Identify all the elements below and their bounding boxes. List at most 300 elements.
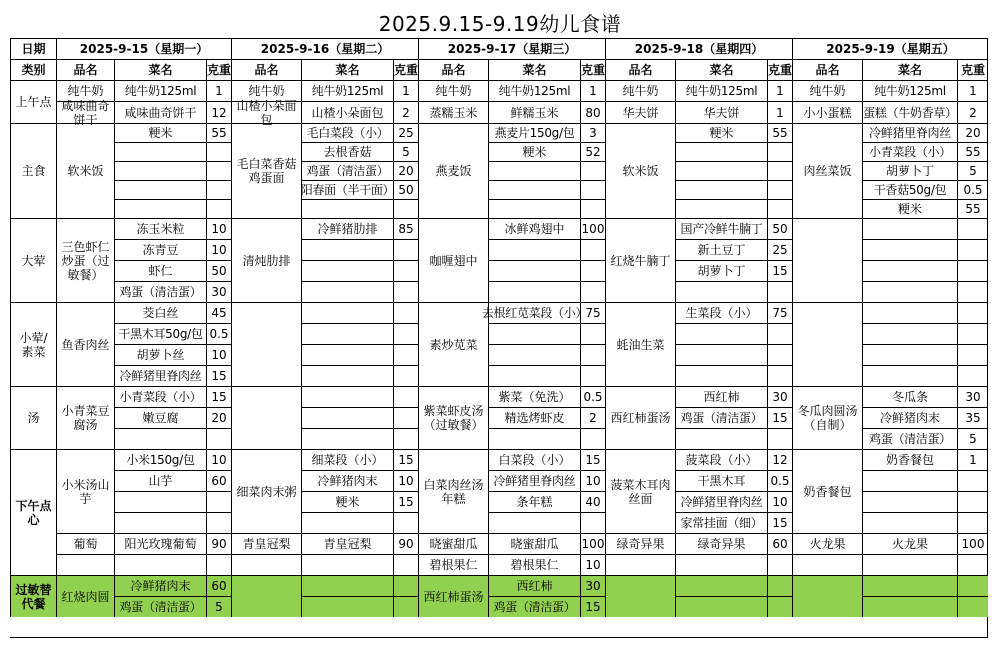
item-weight: 1 xyxy=(580,80,605,101)
item-name: 冬瓜条 xyxy=(862,386,957,407)
weight-header: 克重 xyxy=(206,59,231,80)
item-name: 嫩豆腐 xyxy=(114,407,206,428)
item-name: 绿奇异果 xyxy=(675,533,767,554)
item-weight xyxy=(393,575,418,596)
item-weight: 25 xyxy=(393,123,418,142)
item-weight: 30 xyxy=(206,281,231,302)
item-name: 虾仁 xyxy=(114,260,206,281)
item-name xyxy=(301,407,393,428)
item-weight xyxy=(206,428,231,449)
item-name: 毛白菜段（小） xyxy=(301,123,393,142)
dish-name-header: 品名 xyxy=(56,59,114,80)
item-weight: 1 xyxy=(957,80,988,101)
item-weight xyxy=(957,260,988,281)
dish-name xyxy=(792,218,862,302)
item-name xyxy=(675,554,767,575)
weight-header: 克重 xyxy=(393,59,418,80)
item-name xyxy=(675,575,767,596)
item-weight: 75 xyxy=(580,302,605,323)
item-weight: 15 xyxy=(393,491,418,512)
item-name xyxy=(862,323,957,344)
dish-name: 咸味曲奇饼干 xyxy=(56,101,114,123)
item-name xyxy=(114,199,206,218)
item-name xyxy=(675,428,767,449)
item-name: 燕麦片150g/包 xyxy=(488,123,580,142)
dish-name: 纯牛奶 xyxy=(418,80,488,101)
item-weight xyxy=(206,180,231,199)
item-weight: 15 xyxy=(206,386,231,407)
item-name: 冰鲜鸡翅中 xyxy=(488,218,580,239)
item-weight xyxy=(580,281,605,302)
item-weight: 100 xyxy=(580,218,605,239)
item-name: 鸡蛋（清洁蛋） xyxy=(675,407,767,428)
item-name: 家常挂面（细） xyxy=(675,512,767,533)
item-weight xyxy=(393,554,418,575)
item-name: 蛋糕（牛奶香草） xyxy=(862,101,957,123)
item-weight xyxy=(393,239,418,260)
item-weight: 0.5 xyxy=(206,323,231,344)
item-name xyxy=(675,161,767,180)
item-weight: 90 xyxy=(393,533,418,554)
dish-name: 蒸糯玉米 xyxy=(418,101,488,123)
dish-name: 青皇冠梨 xyxy=(231,533,301,554)
item-weight xyxy=(957,491,988,512)
dish-name: 红烧牛腩丁 xyxy=(605,218,675,302)
item-name: 西红柿 xyxy=(675,386,767,407)
item-name: 茭白丝 xyxy=(114,302,206,323)
item-weight xyxy=(393,281,418,302)
dish-name: 白菜肉丝汤年糕 xyxy=(418,449,488,533)
item-name: 阳春面（半干面） xyxy=(301,180,393,199)
category-label: 大荤 xyxy=(10,218,56,302)
dish-name-header: 品名 xyxy=(792,59,862,80)
item-name: 菠菜段（小） xyxy=(675,449,767,470)
item-weight: 20 xyxy=(393,161,418,180)
item-name-header: 菜名 xyxy=(675,59,767,80)
item-name xyxy=(488,512,580,533)
item-weight xyxy=(580,199,605,218)
item-name xyxy=(488,365,580,386)
item-weight xyxy=(767,428,792,449)
dish-name: 软米饭 xyxy=(605,123,675,218)
item-name xyxy=(114,142,206,161)
item-name-header: 菜名 xyxy=(301,59,393,80)
item-name xyxy=(862,554,957,575)
item-name xyxy=(301,575,393,596)
item-name: 纯牛奶125ml xyxy=(488,80,580,101)
item-name xyxy=(301,512,393,533)
item-name-header: 菜名 xyxy=(114,59,206,80)
item-weight: 0.5 xyxy=(957,180,988,199)
item-name: 西红柿 xyxy=(488,575,580,596)
dish-name: 咖喱翅中 xyxy=(418,218,488,302)
item-name: 生菜段（小） xyxy=(675,302,767,323)
item-weight: 0.5 xyxy=(767,470,792,491)
item-name: 鸡蛋（清洁蛋） xyxy=(114,281,206,302)
item-weight xyxy=(767,323,792,344)
category-label: 汤 xyxy=(10,386,56,449)
item-weight xyxy=(393,386,418,407)
item-name xyxy=(301,302,393,323)
dish-name: 奶香餐包 xyxy=(792,449,862,533)
item-weight: 60 xyxy=(767,533,792,554)
item-name: 冷鲜猪里脊肉丝 xyxy=(862,123,957,142)
dish-name: 纯牛奶 xyxy=(605,80,675,101)
item-weight: 5 xyxy=(957,161,988,180)
item-name xyxy=(301,199,393,218)
item-weight xyxy=(393,365,418,386)
day-header: 2025-9-15（星期一） xyxy=(56,38,231,59)
dish-name: 碧根果仁 xyxy=(418,554,488,575)
item-name: 小青菜段（小） xyxy=(114,386,206,407)
item-name: 山芋 xyxy=(114,470,206,491)
item-name: 胡萝卜丁 xyxy=(862,161,957,180)
item-name xyxy=(114,161,206,180)
item-name: 细菜段（小） xyxy=(301,449,393,470)
item-weight xyxy=(957,365,988,386)
dish-name: 纯牛奶 xyxy=(792,80,862,101)
category-label: 主食 xyxy=(10,123,56,218)
item-name xyxy=(488,344,580,365)
item-weight xyxy=(957,218,988,239)
item-name: 粳米 xyxy=(114,123,206,142)
item-name xyxy=(301,281,393,302)
item-weight xyxy=(767,142,792,161)
dish-name-header: 品名 xyxy=(231,59,301,80)
item-name xyxy=(114,512,206,533)
item-weight xyxy=(957,554,988,575)
item-name: 鸡蛋（清洁蛋） xyxy=(114,596,206,617)
item-name xyxy=(675,281,767,302)
item-weight xyxy=(393,199,418,218)
item-weight xyxy=(206,142,231,161)
item-weight: 5 xyxy=(957,428,988,449)
item-name xyxy=(488,428,580,449)
item-weight: 45 xyxy=(206,302,231,323)
item-name xyxy=(301,596,393,617)
item-name: 晓蜜甜瓜 xyxy=(488,533,580,554)
item-name: 纯牛奶125ml xyxy=(301,80,393,101)
item-name: 粳米 xyxy=(675,123,767,142)
item-name xyxy=(862,470,957,491)
dish-name: 清炖肋排 xyxy=(231,218,301,302)
item-name: 华夫饼 xyxy=(675,101,767,123)
item-name xyxy=(488,239,580,260)
item-weight xyxy=(767,596,792,617)
item-weight xyxy=(580,365,605,386)
item-name xyxy=(488,260,580,281)
item-name xyxy=(301,365,393,386)
item-name xyxy=(301,344,393,365)
item-weight xyxy=(393,302,418,323)
dish-name: 纯牛奶 xyxy=(56,80,114,101)
dish-name: 纯牛奶 xyxy=(231,80,301,101)
item-name xyxy=(862,512,957,533)
item-weight xyxy=(957,239,988,260)
item-name: 鸡蛋（清洁蛋） xyxy=(862,428,957,449)
item-name xyxy=(862,596,957,617)
item-weight xyxy=(393,344,418,365)
dish-name: 软米饭 xyxy=(56,123,114,218)
item-name xyxy=(301,260,393,281)
item-name: 鸡蛋（清洁蛋） xyxy=(301,161,393,180)
item-weight: 12 xyxy=(767,449,792,470)
item-weight: 40 xyxy=(580,491,605,512)
date-header: 日期 xyxy=(10,38,56,59)
item-weight xyxy=(957,596,988,617)
dish-name xyxy=(792,554,862,575)
item-weight: 100 xyxy=(957,533,988,554)
item-name xyxy=(488,161,580,180)
dish-name: 蚝油生菜 xyxy=(605,302,675,386)
dish-name: 红烧肉圆 xyxy=(56,575,114,617)
item-name: 山楂小朵面包 xyxy=(301,101,393,123)
dish-name: 葡萄 xyxy=(56,533,114,554)
item-name: 冷鲜猪里脊肉丝 xyxy=(114,365,206,386)
item-name xyxy=(675,142,767,161)
item-weight xyxy=(393,323,418,344)
item-weight: 1 xyxy=(393,80,418,101)
dish-name xyxy=(56,554,114,575)
item-name: 精选烤虾皮 xyxy=(488,407,580,428)
item-weight: 55 xyxy=(957,199,988,218)
item-weight: 15 xyxy=(580,596,605,617)
item-weight: 10 xyxy=(580,470,605,491)
table-border-bottom xyxy=(10,637,988,638)
item-weight xyxy=(393,428,418,449)
item-name xyxy=(862,218,957,239)
item-name xyxy=(301,323,393,344)
item-name xyxy=(488,323,580,344)
item-name xyxy=(675,199,767,218)
dish-name: 西红柿蛋汤 xyxy=(418,575,488,617)
dish-name: 火龙果 xyxy=(792,533,862,554)
item-weight: 90 xyxy=(206,533,231,554)
item-weight: 60 xyxy=(206,470,231,491)
item-name: 干黑木耳50g/包 xyxy=(114,323,206,344)
item-weight xyxy=(393,512,418,533)
item-weight xyxy=(580,239,605,260)
item-name: 冷鲜猪肉末 xyxy=(301,470,393,491)
item-name xyxy=(862,344,957,365)
item-name: 小米150g/包 xyxy=(114,449,206,470)
item-weight xyxy=(580,161,605,180)
item-weight xyxy=(206,161,231,180)
item-name: 胡萝卜丝 xyxy=(114,344,206,365)
dish-name xyxy=(231,575,301,617)
dish-name: 晓蜜甜瓜 xyxy=(418,533,488,554)
item-weight: 50 xyxy=(767,218,792,239)
item-name xyxy=(862,302,957,323)
item-weight: 10 xyxy=(767,491,792,512)
item-name: 胡萝卜丁 xyxy=(675,260,767,281)
item-weight xyxy=(767,161,792,180)
item-weight: 15 xyxy=(580,449,605,470)
category-label: 下午点心 xyxy=(10,449,56,575)
dish-name xyxy=(792,575,862,617)
item-name: 纯牛奶125ml xyxy=(675,80,767,101)
item-name: 阳光玫瑰葡萄 xyxy=(114,533,206,554)
item-name xyxy=(862,239,957,260)
item-weight: 55 xyxy=(206,123,231,142)
item-name: 鸡蛋（清洁蛋） xyxy=(488,596,580,617)
dish-name: 三色虾仁炒蛋（过敏餐） xyxy=(56,218,114,302)
weight-header: 克重 xyxy=(767,59,792,80)
dish-name: 菠菜木耳肉丝面 xyxy=(605,449,675,533)
dish-name: 毛白菜香菇鸡蛋面 xyxy=(231,123,301,218)
dish-name: 燕麦饭 xyxy=(418,123,488,218)
item-weight xyxy=(393,260,418,281)
item-name: 条年糕 xyxy=(488,491,580,512)
dish-name: 小青菜豆腐汤 xyxy=(56,386,114,449)
item-name: 冻青豆 xyxy=(114,239,206,260)
dish-name: 素炒苋菜 xyxy=(418,302,488,386)
item-weight: 100 xyxy=(580,533,605,554)
item-name: 新土豆丁 xyxy=(675,239,767,260)
item-weight: 25 xyxy=(767,239,792,260)
item-weight: 3 xyxy=(580,123,605,142)
item-weight: 15 xyxy=(767,260,792,281)
item-weight xyxy=(957,470,988,491)
item-name: 去根红苋菜段（小） xyxy=(488,302,580,323)
item-name: 紫菜（免洗） xyxy=(488,386,580,407)
item-weight xyxy=(393,407,418,428)
item-name xyxy=(862,491,957,512)
item-name: 纯牛奶125ml xyxy=(114,80,206,101)
item-name: 冷鲜猪肉末 xyxy=(114,575,206,596)
item-weight: 52 xyxy=(580,142,605,161)
dish-name xyxy=(231,554,301,575)
item-name xyxy=(488,199,580,218)
dish-name: 鱼香肉丝 xyxy=(56,302,114,386)
item-weight: 12 xyxy=(206,101,231,123)
item-weight xyxy=(767,199,792,218)
category-label: 小荤/素菜 xyxy=(10,302,56,386)
item-name xyxy=(675,365,767,386)
item-weight xyxy=(580,180,605,199)
item-name xyxy=(488,180,580,199)
item-weight xyxy=(957,575,988,596)
item-weight xyxy=(767,365,792,386)
item-name xyxy=(862,260,957,281)
item-name: 冷鲜猪里脊肉丝 xyxy=(675,491,767,512)
item-weight xyxy=(580,428,605,449)
item-name xyxy=(301,554,393,575)
day-header: 2025-9-18（星期四） xyxy=(605,38,792,59)
dish-name-header: 品名 xyxy=(418,59,488,80)
item-name xyxy=(675,596,767,617)
item-name xyxy=(301,428,393,449)
item-weight xyxy=(767,344,792,365)
item-name: 白菜段（小） xyxy=(488,449,580,470)
item-weight: 2 xyxy=(957,101,988,123)
dish-name: 小小蛋糕 xyxy=(792,101,862,123)
item-name xyxy=(862,365,957,386)
dish-name: 冬瓜肉圆汤（自制） xyxy=(792,386,862,449)
item-name: 冻玉米粒 xyxy=(114,218,206,239)
item-weight: 30 xyxy=(580,575,605,596)
dish-name xyxy=(605,554,675,575)
dish-name: 绿奇异果 xyxy=(605,533,675,554)
item-weight: 10 xyxy=(393,470,418,491)
category-label: 过敏替代餐 xyxy=(10,575,56,617)
item-weight: 10 xyxy=(206,218,231,239)
item-name: 去根香菇 xyxy=(301,142,393,161)
item-weight: 5 xyxy=(206,596,231,617)
item-weight: 20 xyxy=(206,407,231,428)
dish-name-header: 品名 xyxy=(605,59,675,80)
weight-header: 克重 xyxy=(957,59,988,80)
category-label: 上午点 xyxy=(10,80,56,123)
item-name xyxy=(862,575,957,596)
item-name: 粳米 xyxy=(301,491,393,512)
item-weight: 35 xyxy=(957,407,988,428)
item-weight xyxy=(957,281,988,302)
day-header: 2025-9-16（星期二） xyxy=(231,38,418,59)
dish-name: 肉丝菜饭 xyxy=(792,123,862,218)
item-weight xyxy=(206,512,231,533)
item-weight xyxy=(580,323,605,344)
item-weight: 15 xyxy=(206,365,231,386)
item-weight: 60 xyxy=(206,575,231,596)
item-name: 干香菇50g/包 xyxy=(862,180,957,199)
day-header: 2025-9-17（星期三） xyxy=(418,38,605,59)
category-header: 类别 xyxy=(10,59,56,80)
item-weight: 2 xyxy=(580,407,605,428)
item-name xyxy=(114,491,206,512)
item-name: 碧根果仁 xyxy=(488,554,580,575)
dish-name xyxy=(231,302,301,386)
item-weight: 10 xyxy=(206,344,231,365)
item-name: 青皇冠梨 xyxy=(301,533,393,554)
item-name: 粳米 xyxy=(862,199,957,218)
item-weight xyxy=(206,199,231,218)
dish-name: 紫菜虾皮汤（过敏餐） xyxy=(418,386,488,449)
item-name: 冷鲜猪肋排 xyxy=(301,218,393,239)
item-name xyxy=(301,386,393,407)
item-weight xyxy=(957,344,988,365)
item-weight xyxy=(767,180,792,199)
item-weight: 30 xyxy=(767,386,792,407)
item-weight xyxy=(957,512,988,533)
item-weight xyxy=(957,323,988,344)
dish-name xyxy=(231,386,301,449)
item-weight: 50 xyxy=(393,180,418,199)
dish-name: 细菜肉末粥 xyxy=(231,449,301,533)
item-weight xyxy=(767,575,792,596)
dish-name xyxy=(605,575,675,617)
item-name xyxy=(862,281,957,302)
item-name xyxy=(675,344,767,365)
item-name xyxy=(301,239,393,260)
item-weight: 1 xyxy=(767,80,792,101)
item-name xyxy=(675,180,767,199)
item-weight: 55 xyxy=(957,142,988,161)
item-weight: 15 xyxy=(767,407,792,428)
item-weight: 85 xyxy=(393,218,418,239)
item-weight: 55 xyxy=(767,123,792,142)
item-name xyxy=(114,428,206,449)
item-weight: 5 xyxy=(393,142,418,161)
item-weight: 10 xyxy=(206,239,231,260)
item-name xyxy=(488,281,580,302)
item-name: 咸味曲奇饼干 xyxy=(114,101,206,123)
item-weight: 50 xyxy=(206,260,231,281)
item-weight xyxy=(767,554,792,575)
item-weight: 15 xyxy=(393,449,418,470)
item-weight xyxy=(393,596,418,617)
item-name xyxy=(114,554,206,575)
